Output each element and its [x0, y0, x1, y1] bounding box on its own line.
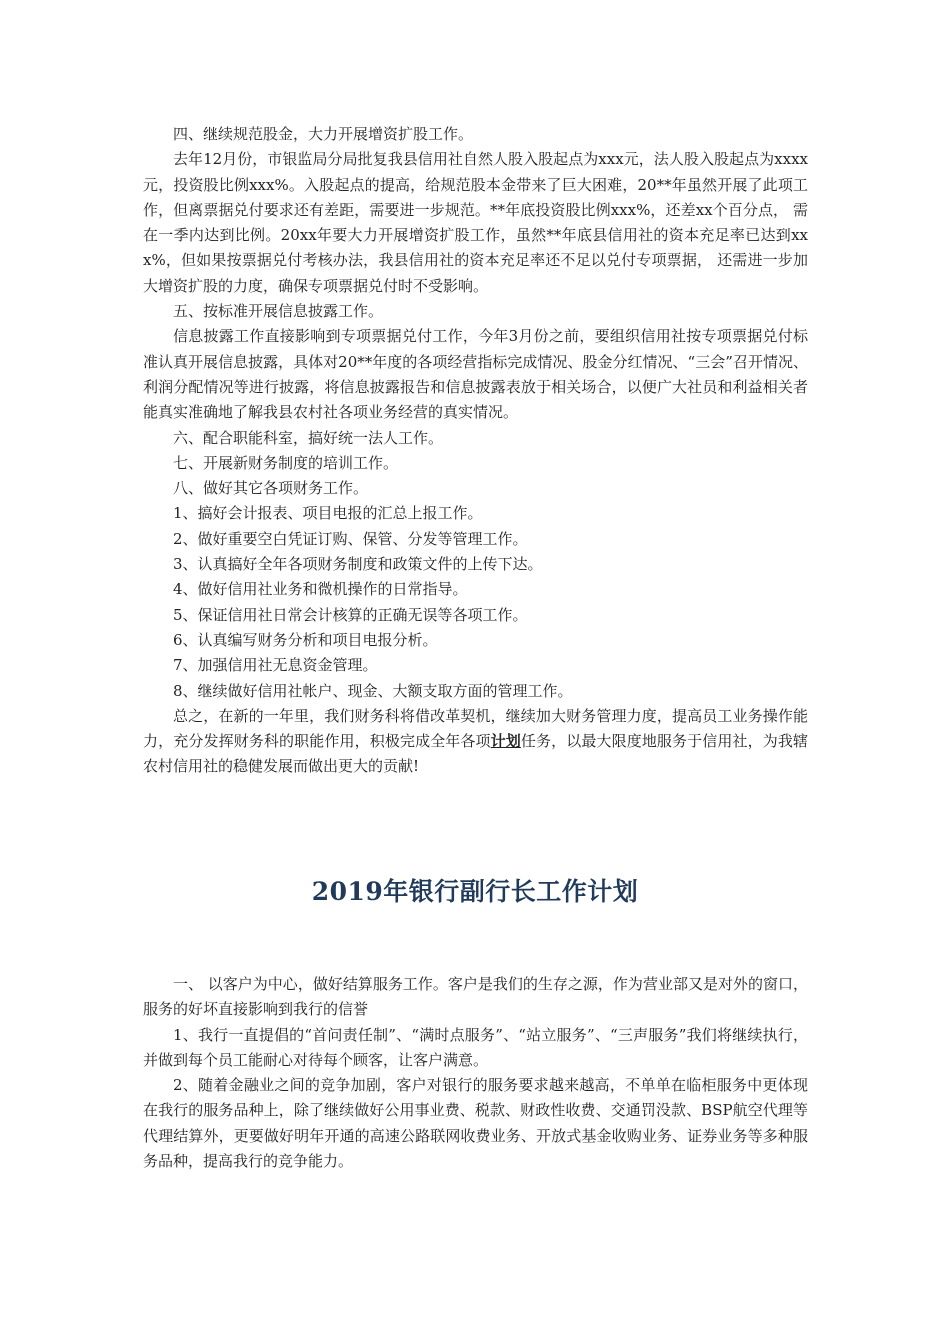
section-vice-president-plan — [143, 972, 808, 1174]
conclusion-text-start: 总之，在新的一年里，我们财务科将借改革契机，继续加大财务管理力度，提高员工业务操作能力，充分发挥财务科的职能作用，积极完成全年各项 — [143, 706, 808, 751]
list-item: 4、做好信用社业务和微机操作的日常指导。 — [173, 580, 468, 599]
paragraph-heading-six: 六、配合职能科室，搞好统一法人工作。 — [173, 428, 444, 447]
list-item: 2、做好重要空白凭证订购、保管、分发等管理工作。 — [173, 529, 528, 548]
list-item: 3、认真搞好全年各项财务制度和政策文件的上传下达。 — [173, 555, 543, 574]
list-item: 1、搞好会计报表、项目电报的汇总上报工作。 — [173, 504, 483, 523]
list-item: 5、保证信用社日常会计核算的正确无误等各项工作。 — [173, 605, 528, 624]
paragraph-info-disclosure: 信息披露工作直接影响到专项票据兑付工作，今年3月份之前，要组织信用社按专项票据兑付标准认真开展信息披露，具体对20**年度的各项经营指标完成情况、股金分红情况、“三会”召开情况、利润分配情况等进行披露，将信息披露报告和信息披露表放于相关场合，以便广大社员和利益相关者能真实准确地了解我县农村社各项业务经营的真实情况。 — [143, 327, 808, 422]
list-item: 7、加强信用社无息资金管理。 — [173, 656, 378, 675]
paragraph-heading-eight: 八、做好其它各项财务工作。 — [173, 479, 369, 498]
section-finance-plan — [143, 122, 808, 780]
list-item: 6、认真编写财务分析和项目电报分析。 — [173, 630, 438, 649]
list-item: 2、随着金融业之间的竞争加剧，客户对银行的服务要求越来越高，不单单在临柜服务中更体现在我行的服务品种上，除了继续做好公用事业费、税款、财政性收费、交通罚没款、BSP航空代理等代理结算外，更要做好明年开通的高速公路联网收费业务、开放式基金收购业务、证券业务等多种服务品种，提高我行的竞争能力。 — [143, 1076, 808, 1171]
paragraph-heading-seven: 七、开展新财务制度的培训工作。 — [173, 453, 399, 472]
paragraph-share-capital: 去年12月份，市银监局分局批复我县信用社自然人股入股起点为xxx元，法人股入股起点为xxxx元，投资股比例xxx%。入股起点的提高，给规范股本金带来了巨大困难，20**年虽然开展了此项工作，但离票据兑付要求还有差距，需要进一步规范。**年底投资股比例xxx%，还差xx个百分点， 需在一季内达到比例。20xx年要大力开展增资扩股工作，虽然**年底县信用社的资本充足率已达到xxx%，但如果按票据兑付考核办法，我县信用社的资本充足率还不足以兑付专项票据， 还需进一步加大增资扩股的力度，确保专项票据兑付时不受影响。 — [143, 150, 808, 295]
list-item: 1、我行一直提倡的“首问责任制”、“满时点服务”、“站立服务”、“三声服务”我们将继续执行，并做到每个员工能耐心对待每个顾客，让客户满意。 — [143, 1025, 808, 1069]
paragraph-heading-four: 四、继续规范股金，大力开展增资扩股工作。 — [173, 125, 474, 143]
paragraph-heading-five: 五、按标准开展信息披露工作。 — [173, 302, 384, 321]
plan-link[interactable]: 计划 — [490, 732, 521, 751]
paragraph-customer-service: 一、 以客户为中心，做好结算服务工作。客户是我们的生存之源，作为营业部又是对外的窗口，服务的好坏直接影响到我行的信誉 — [143, 975, 808, 1019]
list-item: 8、继续做好信用社帐户、现金、大额支取方面的管理工作。 — [173, 681, 573, 700]
conclusion-text-end: 任务，以最大限度地服务于信用社，为我辖农村信用社的稳健发展而做出更大的贡献! — [143, 732, 808, 776]
paragraph-conclusion — [143, 704, 808, 780]
document-title: 2019年银行副行长工作计划 — [311, 877, 639, 906]
